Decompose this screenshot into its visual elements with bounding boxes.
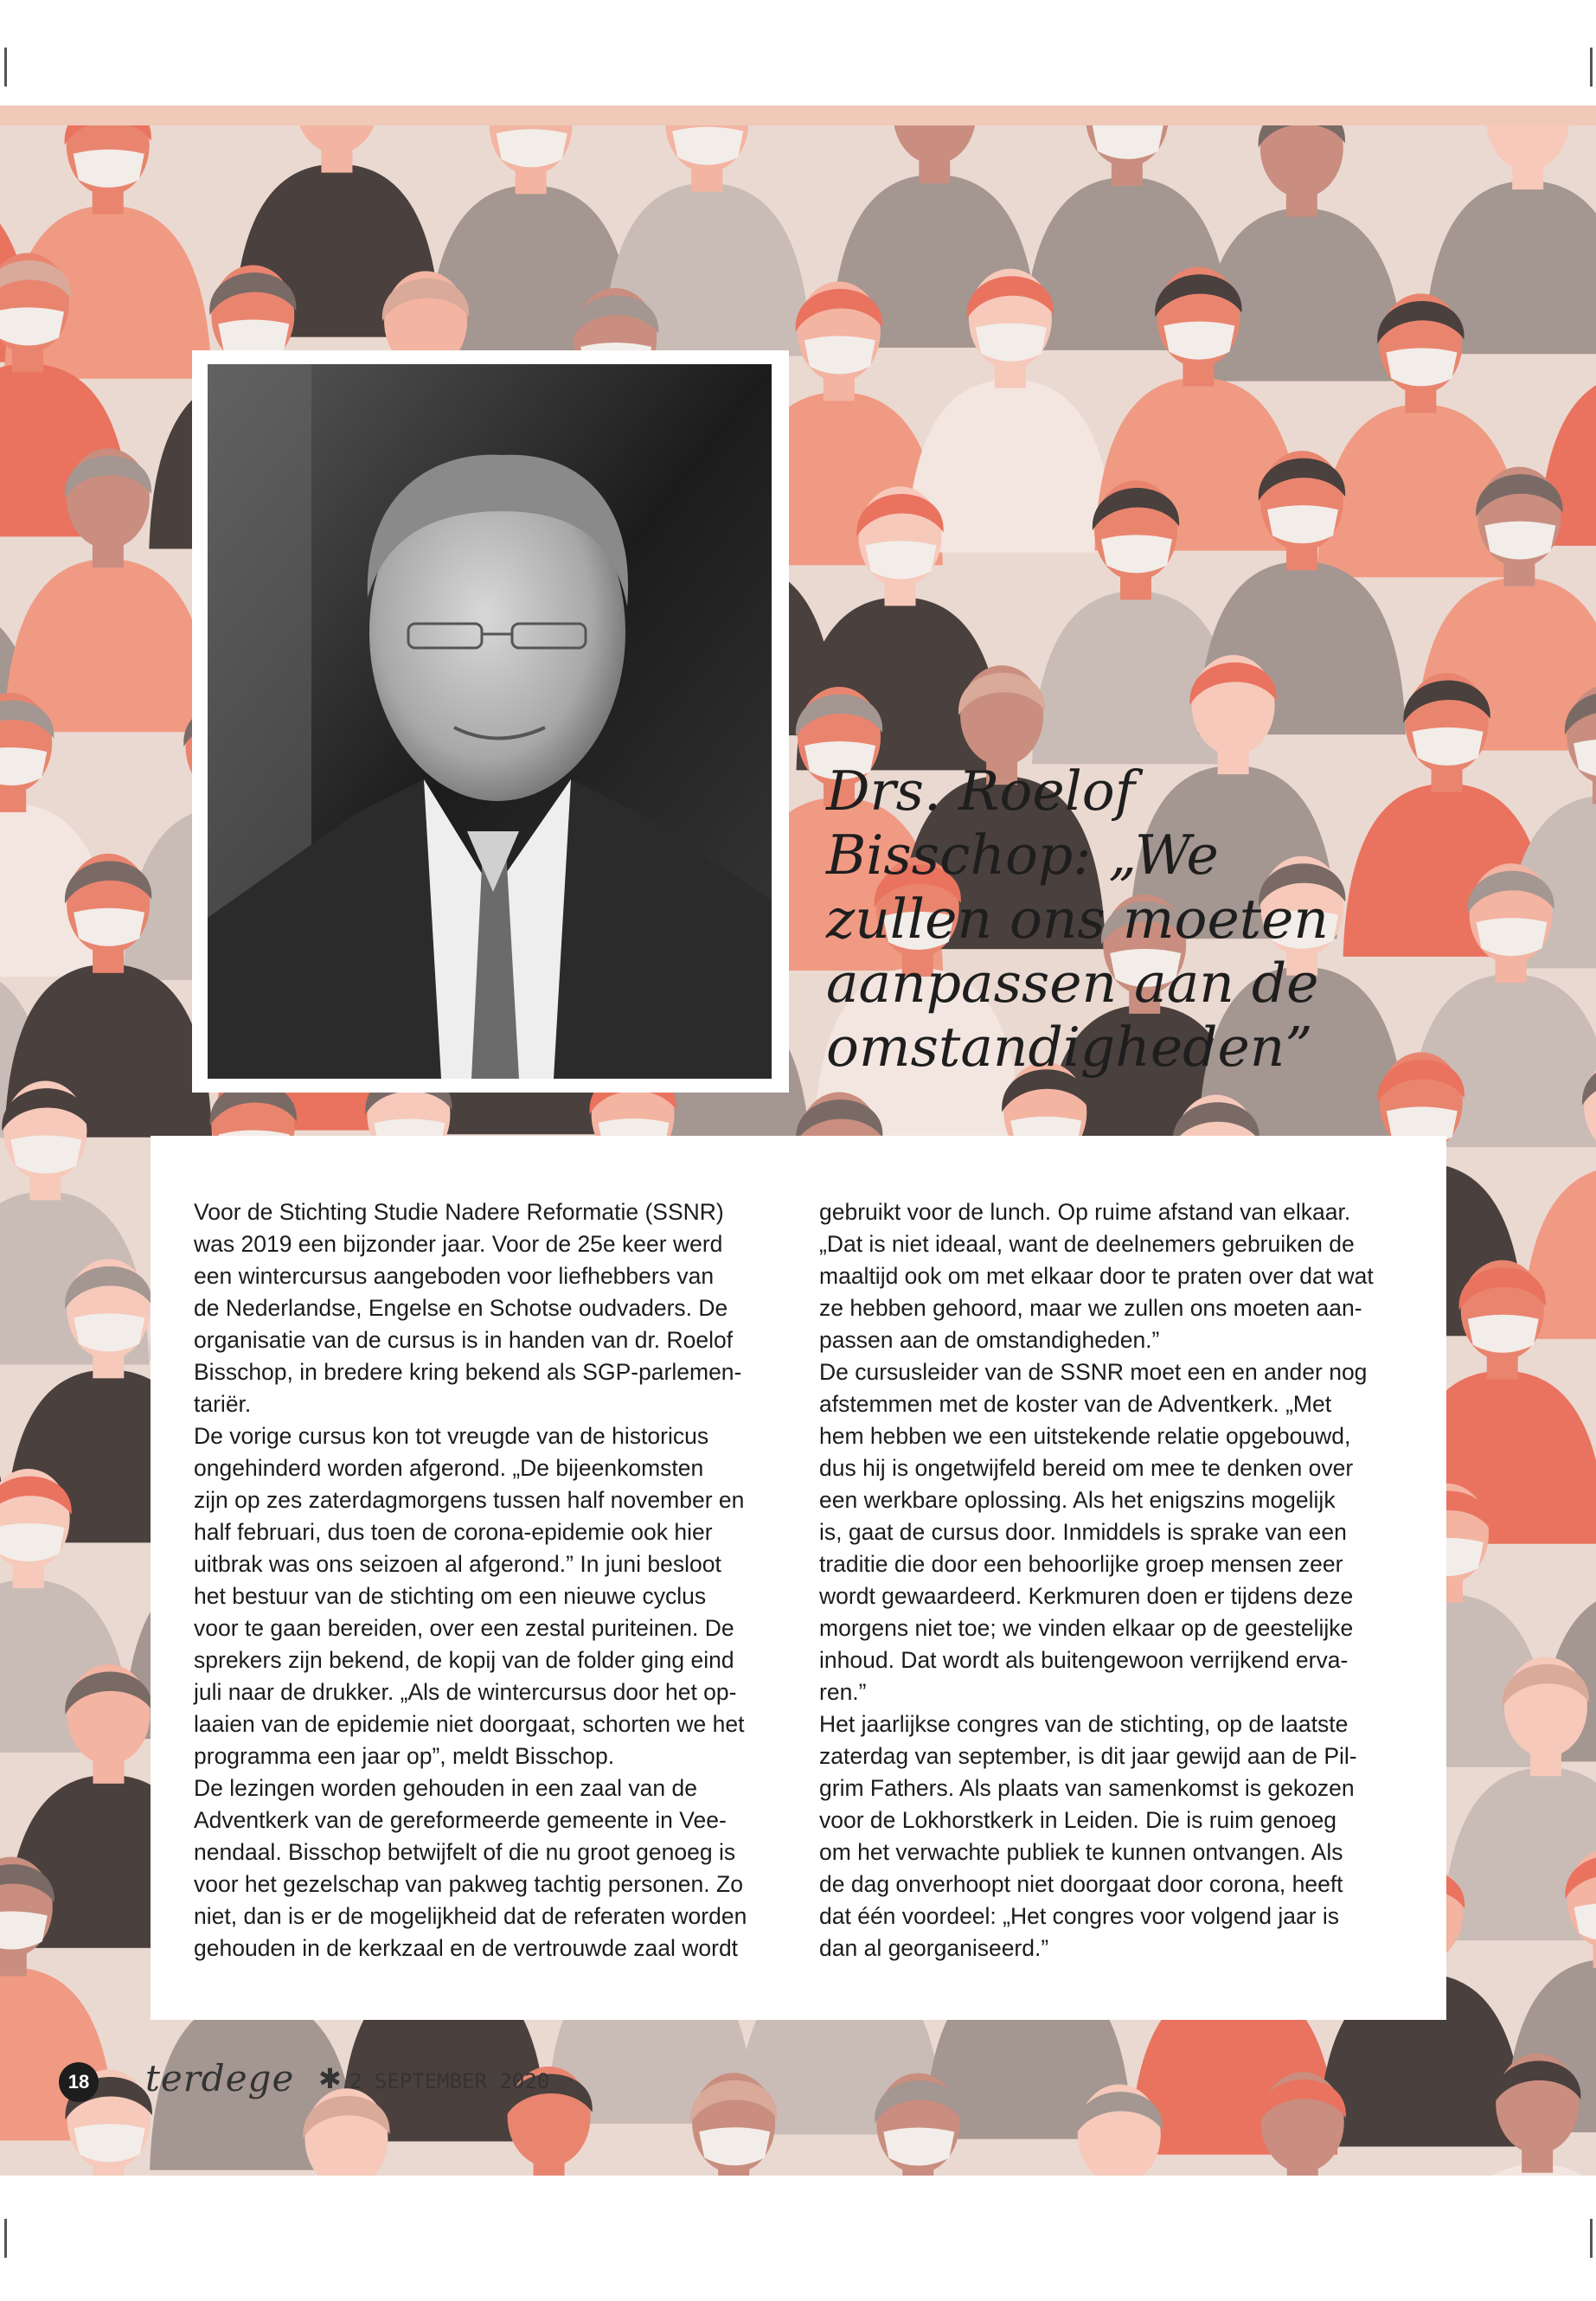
- headline-line: zullen ons moeten: [826, 888, 1329, 951]
- article-line: juli naar de drukker. „Als de wintercursus door het op-: [194, 1679, 737, 1705]
- magazine-brand: terdege: [145, 2057, 295, 2099]
- article-line: gehouden in de kerkzaal en de vertrouwde zaal wordt: [194, 1935, 739, 1961]
- crop-mark-bottom-left: [4, 2219, 7, 2258]
- article-line: sprekers zijn bekend, de kopij van de folder ging eind: [194, 1647, 734, 1673]
- article-line: „Dat is niet ideaal, want de deelnemers gebruiken de: [819, 1231, 1355, 1257]
- article-line: voor te gaan bereiden, over een zestal puriteinen. De: [194, 1615, 734, 1641]
- article-line: traditie die door een behoorlijke groep mensen zeer: [819, 1551, 1343, 1577]
- article-line: gebruikt voor de lunch. Op ruime afstand van elkaar.: [819, 1199, 1351, 1225]
- article-line: de dag onverhoopt niet doorgaat door corona, heeft: [819, 1871, 1343, 1897]
- article-line: een wintercursus aangeboden voor liefhebbers van: [194, 1263, 715, 1289]
- article-line: was 2019 een bijzonder jaar. Voor de 25e keer werd: [194, 1231, 723, 1257]
- article-line: afstemmen met de koster van de Adventkerk. „Met: [819, 1391, 1332, 1417]
- article-line: ongehinderd worden afgerond. „De bijeenkomsten: [194, 1455, 704, 1481]
- issue-date: 2 SEPTEMBER 2020: [349, 2069, 550, 2093]
- article-line: programma een jaar op”, meldt Bisschop.: [194, 1743, 615, 1769]
- headline-quote: [826, 760, 1362, 1080]
- headline-line: Bisschop: „We: [826, 824, 1219, 887]
- article-line: dan al georganiseerd.”: [819, 1935, 1049, 1961]
- article-line: laaien van de epidemie niet doorgaat, schorten we het: [194, 1711, 745, 1737]
- article-line: ren.”: [819, 1679, 867, 1705]
- article-line: hem hebben we een uitstekende relatie opgebouwd,: [819, 1423, 1351, 1449]
- crop-mark-top-right: [1590, 48, 1593, 87]
- article-line: niet, dan is er de mogelijkheid dat de referaten worden: [194, 1903, 747, 1929]
- article-line: is, gaat de cursus door. Inmiddels is sprake van een: [819, 1519, 1347, 1545]
- article-line: tariër.: [194, 1391, 252, 1417]
- article-line: organisatie van de cursus is in handen van dr. Roelof: [194, 1327, 734, 1353]
- article-line: half februari, dus toen de corona-epidemie ook hier: [194, 1519, 713, 1545]
- article-column-left: [194, 1196, 782, 1965]
- article-line: De lezingen worden gehouden in een zaal van de: [194, 1775, 697, 1801]
- article-line: Voor de Stichting Studie Nadere Reformatie (SSNR): [194, 1199, 724, 1225]
- page-number-badge: 18: [59, 2062, 99, 2102]
- crop-mark-top-left: [4, 48, 7, 87]
- article-line: ze hebben gehoord, maar we zullen ons moeten aan-: [819, 1295, 1362, 1321]
- portrait-photo: [208, 364, 772, 1079]
- article-line: uitbrak was ons seizoen al afgerond.” In juni besloot: [194, 1551, 721, 1577]
- headline-line: aanpassen aan de: [826, 952, 1319, 1015]
- article-line: Bisschop, in bredere kring bekend als SGP-parlemen-: [194, 1359, 742, 1385]
- top-color-band: [0, 106, 1596, 125]
- headline-line: omstandigheden”: [826, 1016, 1313, 1079]
- article-text-box: [151, 1136, 1446, 2020]
- article-line: Adventkerk van de gereformeerde gemeente in Vee-: [194, 1807, 727, 1833]
- article-line: het bestuur van de stichting om een nieuwe cyclus: [194, 1583, 707, 1609]
- portrait-frame: [192, 350, 789, 1093]
- article-line: dat één voordeel: „Het congres voor volgend jaar is: [819, 1903, 1340, 1929]
- article-line: een werkbare oplossing. Als het enigszins mogelijk: [819, 1487, 1336, 1513]
- separator-icon: ✱: [318, 2063, 342, 2094]
- article-line: om het verwachte publiek te kunnen ontvangen. Als: [819, 1839, 1343, 1865]
- article-line: morgens niet toe; we vinden elkaar op de geestelijke: [819, 1615, 1354, 1641]
- article-line: voor de Lokhorstkerk in Leiden. Die is ruim genoeg: [819, 1807, 1337, 1833]
- headline-line: Drs. Roelof: [826, 760, 1136, 823]
- article-line: maaltijd ook om met elkaar door te praten over dat wat: [819, 1263, 1374, 1289]
- article-column-right: [819, 1196, 1407, 1965]
- article-line: voor het gezelschap van pakweg tachtig personen. Zo: [194, 1871, 743, 1897]
- article-line: nendaal. Bisschop betwijfelt of die nu groot genoeg is: [194, 1839, 736, 1865]
- article-line: De vorige cursus kon tot vreugde van de historicus: [194, 1423, 709, 1449]
- article-line: dus hij is ongetwijfeld bereid om mee te denken over: [819, 1455, 1354, 1481]
- article-line: De cursusleider van de SSNR moet een en ander nog: [819, 1359, 1368, 1385]
- article-line: wordt gewaardeerd. Kerkmuren doen er tijdens deze: [819, 1583, 1354, 1609]
- article-line: inhoud. Dat wordt als buitengewoon verrijkend erva-: [819, 1647, 1349, 1673]
- article-line: passen aan de omstandigheden.”: [819, 1327, 1160, 1353]
- crop-mark-bottom-right: [1590, 2219, 1593, 2258]
- article-line: zaterdag van september, is dit jaar gewijd aan de Pil-: [819, 1743, 1357, 1769]
- article-line: grim Fathers. Als plaats van samenkomst is gekozen: [819, 1775, 1355, 1801]
- article-line: zijn op zes zaterdagmorgens tussen half november en: [194, 1487, 745, 1513]
- article-line: Het jaarlijkse congres van de stichting, op de laatste: [819, 1711, 1349, 1737]
- article-line: de Nederlandse, Engelse en Schotse oudvaders. De: [194, 1295, 728, 1321]
